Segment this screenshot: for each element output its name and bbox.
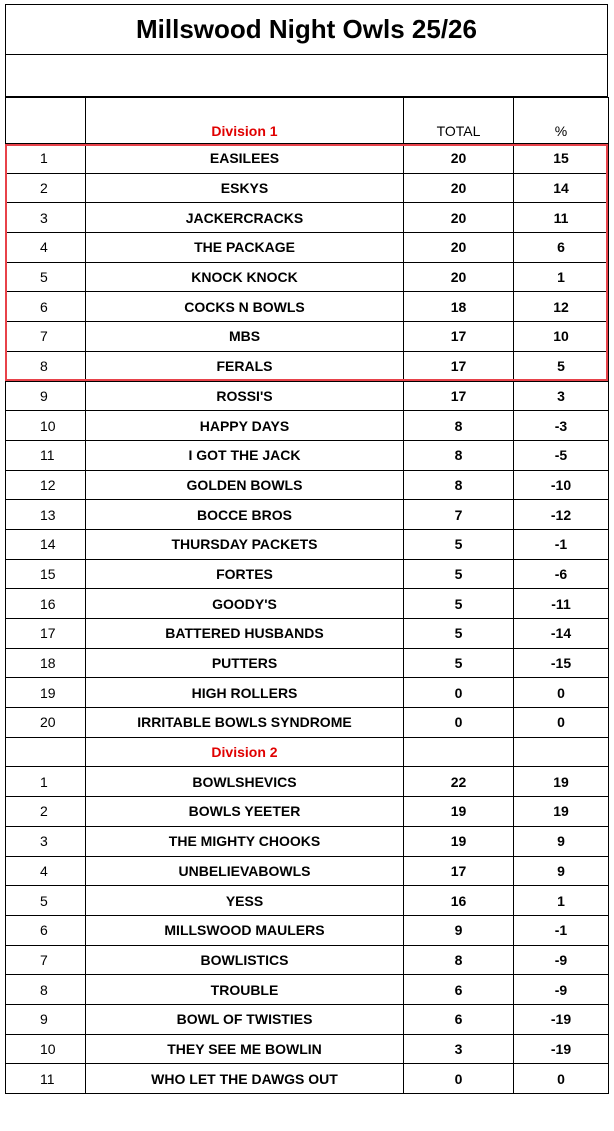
team-name-cell: TROUBLE [86,975,404,1005]
total-cell: 0 [404,708,514,738]
total-cell: 17 [404,381,514,411]
rank-cell: 20 [6,708,86,738]
division-2-label: Division 2 [211,744,278,761]
percent-cell: 6 [514,233,609,263]
team-name-cell: THE MIGHTY CHOOKS [86,826,404,856]
title-cell [5,4,608,55]
blank-row [5,55,608,97]
total-cell: 20 [404,203,514,233]
total-cell: 19 [404,797,514,827]
rank-cell: 12 [6,470,86,500]
rank-cell: 8 [6,351,86,381]
percent-cell: -5 [514,440,609,470]
total-cell: 20 [404,144,514,174]
total-column-header: TOTAL [404,98,514,144]
division-2-pct-cell [514,737,609,767]
percent-cell: 11 [514,203,609,233]
table-row [6,797,609,827]
team-name-cell: EASILEES [86,144,404,174]
team-name-cell: GOODY'S [86,589,404,619]
percent-cell: 0 [514,708,609,738]
rank-cell: 14 [6,529,86,559]
team-name-cell: ROSSI'S [86,381,404,411]
rank-cell: 3 [6,826,86,856]
rank-cell: 6 [6,292,86,322]
total-cell: 0 [404,678,514,708]
total-cell: 3 [404,1034,514,1064]
table-row [6,381,609,411]
total-cell: 6 [404,975,514,1005]
total-cell: 8 [404,411,514,441]
rank-cell: 9 [6,381,86,411]
table-row [6,856,609,886]
table-row [6,233,609,263]
rank-cell: 4 [6,856,86,886]
percent-cell: 5 [514,351,609,381]
table-row [6,915,609,945]
total-cell: 20 [404,233,514,263]
percent-cell: -14 [514,619,609,649]
page-title: Millswood Night Owls 25/26 [136,14,477,44]
rank-cell: 8 [6,975,86,1005]
table-row [6,440,609,470]
rank-cell: 7 [6,945,86,975]
division-1-label: Division 1 [211,123,278,139]
ladder-sheet [5,4,608,1094]
percent-column-header: % [514,98,609,144]
table-row [6,886,609,916]
table-row [6,203,609,233]
team-name-cell: THE PACKAGE [86,233,404,263]
percent-cell: 15 [514,144,609,174]
rank-cell: 7 [6,322,86,352]
percent-cell: 3 [514,381,609,411]
total-cell: 8 [404,440,514,470]
team-name-cell: BOWLSHEVICS [86,767,404,797]
percent-cell: -9 [514,945,609,975]
rank-cell: 4 [6,233,86,263]
team-name-cell: FERALS [86,351,404,381]
ladder-table-body [6,98,609,1094]
percent-cell: -1 [514,915,609,945]
total-cell: 0 [404,1064,514,1094]
percent-cell: -6 [514,559,609,589]
table-row [6,975,609,1005]
table-row [6,619,609,649]
total-cell: 8 [404,945,514,975]
percent-cell: -19 [514,1034,609,1064]
division-2-header-row [6,737,609,767]
percent-cell: 9 [514,856,609,886]
percent-cell: -12 [514,500,609,530]
rank-cell: 9 [6,1004,86,1034]
total-cell: 16 [404,886,514,916]
table-row [6,470,609,500]
percent-cell: -9 [514,975,609,1005]
table-row [6,500,609,530]
percent-cell: 10 [514,322,609,352]
table-row [6,529,609,559]
table-row [6,559,609,589]
ladder-table [5,97,609,1094]
total-cell: 5 [404,619,514,649]
rank-cell: 2 [6,797,86,827]
total-cell: 5 [404,589,514,619]
rank-cell: 5 [6,262,86,292]
rank-cell: 13 [6,500,86,530]
rank-cell: 2 [6,173,86,203]
table-row [6,292,609,322]
rank-cell: 5 [6,886,86,916]
percent-cell: -15 [514,648,609,678]
table-row [6,648,609,678]
rank-cell: 11 [6,440,86,470]
table-row [6,1064,609,1094]
team-name-cell: WHO LET THE DAWGS OUT [86,1064,404,1094]
percent-cell: 1 [514,886,609,916]
table-row [6,322,609,352]
percent-cell: 0 [514,678,609,708]
total-cell: 17 [404,856,514,886]
total-cell: 18 [404,292,514,322]
team-name-cell: HAPPY DAYS [86,411,404,441]
team-name-cell: THURSDAY PACKETS [86,529,404,559]
rank-cell: 1 [6,767,86,797]
total-cell: 5 [404,648,514,678]
division-1-label-cell [86,98,404,144]
team-name-cell: MILLSWOOD MAULERS [86,915,404,945]
table-row [6,945,609,975]
header-row [6,98,609,144]
percent-cell: -19 [514,1004,609,1034]
table-row [6,411,609,441]
rank-cell: 18 [6,648,86,678]
table-row [6,1034,609,1064]
rank-cell: 3 [6,203,86,233]
table-row [6,589,609,619]
total-cell: 6 [404,1004,514,1034]
rank-cell: 6 [6,915,86,945]
rank-cell: 10 [6,1034,86,1064]
division-2-label-cell [86,737,404,767]
total-cell: 17 [404,322,514,352]
percent-cell: 14 [514,173,609,203]
percent-cell: -11 [514,589,609,619]
team-name-cell: I GOT THE JACK [86,440,404,470]
total-cell: 5 [404,559,514,589]
percent-cell: 1 [514,262,609,292]
team-name-cell: FORTES [86,559,404,589]
division-2-rank-cell [6,737,86,767]
percent-cell: 19 [514,767,609,797]
table-row [6,826,609,856]
rank-cell: 15 [6,559,86,589]
team-name-cell: BOWLISTICS [86,945,404,975]
percent-cell: -1 [514,529,609,559]
team-name-cell: ESKYS [86,173,404,203]
table-row [6,351,609,381]
percent-cell: 12 [514,292,609,322]
team-name-cell: JACKERCRACKS [86,203,404,233]
total-cell: 20 [404,262,514,292]
team-name-cell: GOLDEN BOWLS [86,470,404,500]
division-2-total-cell [404,737,514,767]
table-row [6,678,609,708]
team-name-cell: COCKS N BOWLS [86,292,404,322]
total-cell: 20 [404,173,514,203]
table-row [6,173,609,203]
team-name-cell: PUTTERS [86,648,404,678]
total-cell: 17 [404,351,514,381]
total-cell: 8 [404,470,514,500]
percent-cell: 9 [514,826,609,856]
team-name-cell: BATTERED HUSBANDS [86,619,404,649]
percent-cell: -10 [514,470,609,500]
percent-cell: -3 [514,411,609,441]
team-name-cell: UNBELIEVABOWLS [86,856,404,886]
header-rank-cell [6,98,86,144]
total-cell: 9 [404,915,514,945]
rank-cell: 1 [6,144,86,174]
percent-cell: 19 [514,797,609,827]
team-name-cell: MBS [86,322,404,352]
team-name-cell: IRRITABLE BOWLS SYNDROME [86,708,404,738]
team-name-cell: HIGH ROLLERS [86,678,404,708]
table-row [6,708,609,738]
team-name-cell: BOWL OF TWISTIES [86,1004,404,1034]
percent-cell: 0 [514,1064,609,1094]
table-row [6,262,609,292]
rank-cell: 16 [6,589,86,619]
team-name-cell: BOCCE BROS [86,500,404,530]
total-cell: 19 [404,826,514,856]
table-row [6,767,609,797]
rank-cell: 11 [6,1064,86,1094]
total-cell: 5 [404,529,514,559]
team-name-cell: KNOCK KNOCK [86,262,404,292]
team-name-cell: BOWLS YEETER [86,797,404,827]
rank-cell: 19 [6,678,86,708]
total-cell: 7 [404,500,514,530]
table-row [6,1004,609,1034]
team-name-cell: THEY SEE ME BOWLIN [86,1034,404,1064]
team-name-cell: YESS [86,886,404,916]
rank-cell: 10 [6,411,86,441]
rank-cell: 17 [6,619,86,649]
total-cell: 22 [404,767,514,797]
table-row [6,144,609,174]
